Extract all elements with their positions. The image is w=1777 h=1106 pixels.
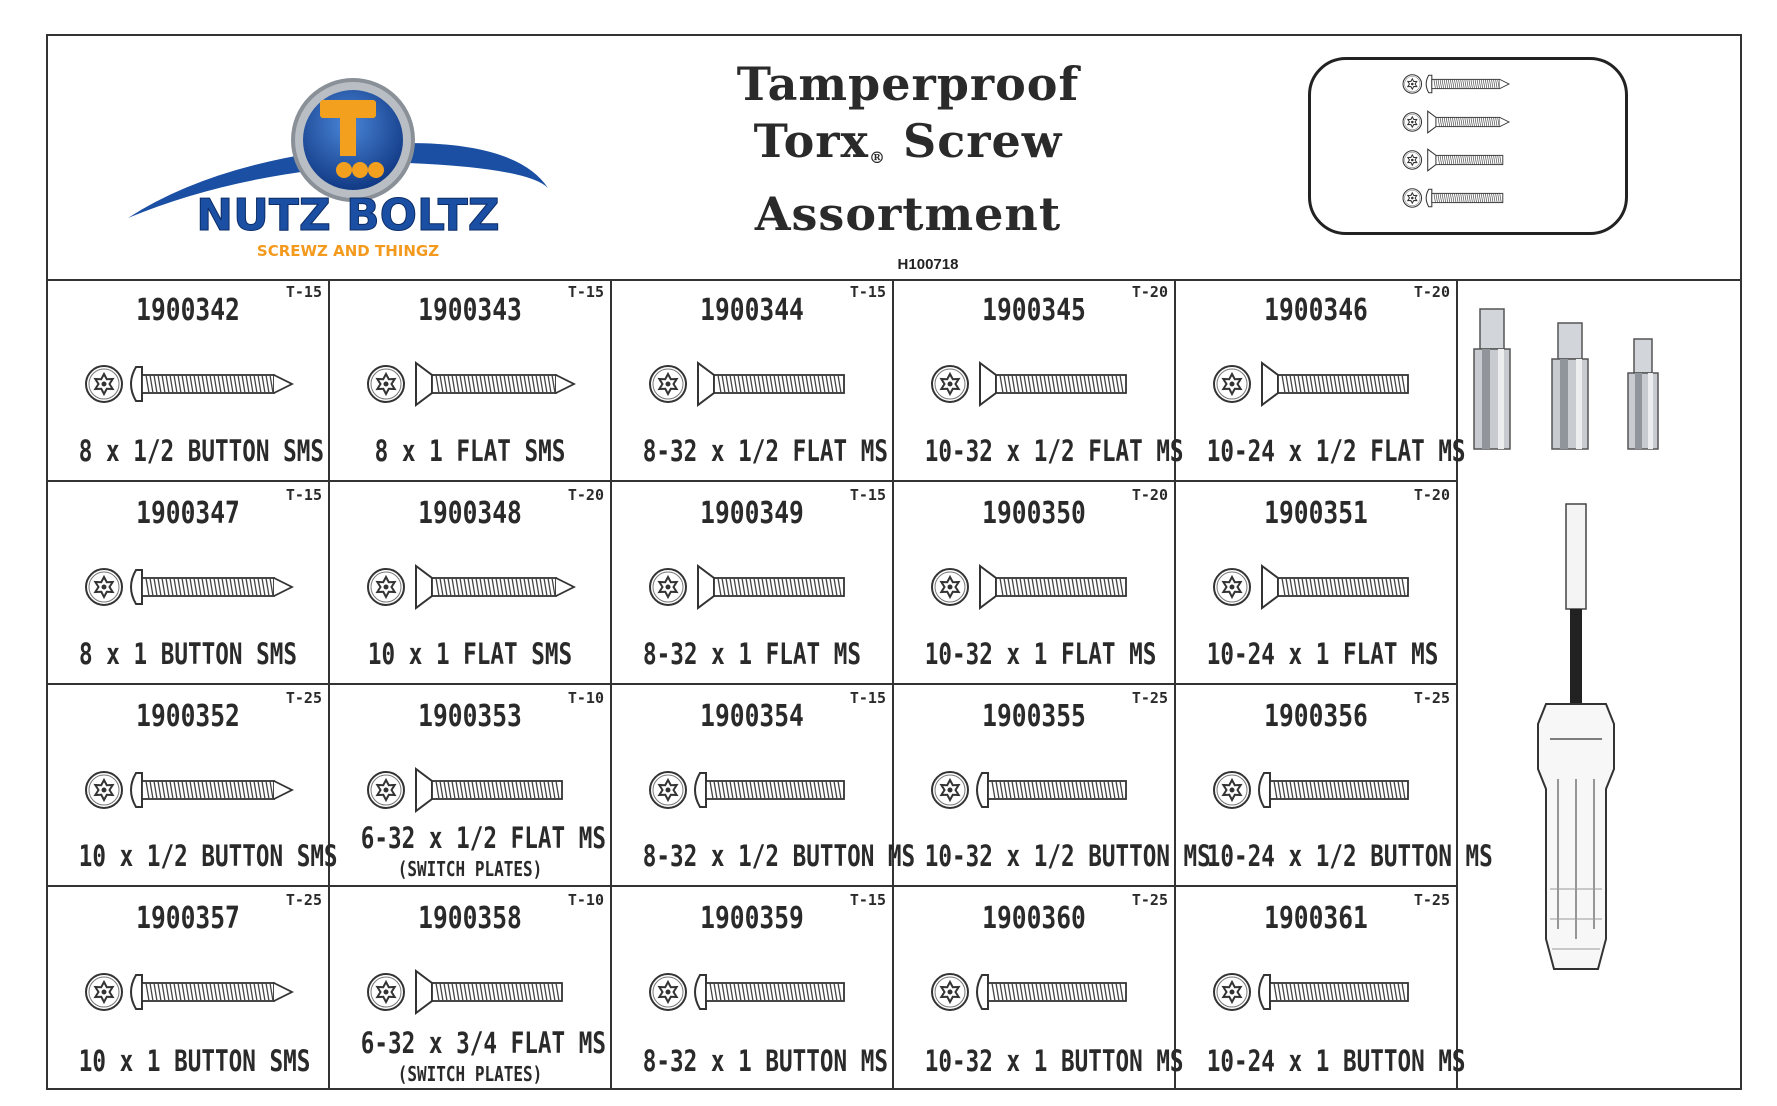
screw-size-label: 10 x 1 BUTTON SMS [78,1044,311,1078]
part-number: 1900342 [136,293,240,328]
screw-size-label: 10-32 x 1 FLAT MS [924,636,1157,671]
part-number: 1900344 [700,293,804,328]
part-number: 1900350 [982,495,1086,531]
torx-size: T-15 [849,688,886,707]
screw-cell [330,279,612,482]
screw-size-label: 8-32 x 1/2 FLAT MS [642,433,888,468]
tools-panel [1458,279,1740,1090]
screw-grid [48,279,1493,1090]
screw-preview-illustration [1311,60,1625,232]
torx-screw-icon [1212,957,1422,1027]
title-line-2 [688,113,1128,186]
screw-cell [894,887,1184,1090]
screw-cell [612,685,916,888]
screw-cell [48,279,330,482]
screw-cell [1176,279,1466,482]
torx-size: T-20 [1131,283,1168,301]
torx-screw-icon [1403,189,1503,208]
part-number: 1900345 [982,293,1086,328]
torx-screw-icon [366,957,576,1027]
screw-cell [894,685,1211,888]
torx-size: T-15 [285,485,322,504]
torx-size: T-20 [567,485,604,504]
torx-screw-icon [84,957,294,1027]
screw-size-label: 8 x 1 FLAT SMS [374,433,566,468]
torx-size: T-25 [1131,891,1168,910]
screw-cell [48,482,330,685]
torx-bit-icon [1628,339,1658,449]
title-line-3: Assortment [754,187,1062,241]
screw-cell [330,685,612,888]
screw-size-label: 6-32 x 1/2 FLAT MS [360,821,606,856]
screwdriver-icon [1538,504,1614,969]
part-number: 1900352 [136,698,240,734]
screw-size-label: 10-24 x 1 BUTTON MS [1206,1044,1466,1078]
torx-screw-icon [366,552,576,622]
screw-size-label: 6-32 x 3/4 FLAT MS [360,1026,606,1060]
part-number: 1900347 [136,495,240,531]
torx-size: T-15 [849,891,886,910]
screw-size-label: 10-32 x 1/2 BUTTON MS [924,839,1211,874]
part-number: 1900351 [1264,495,1368,531]
page-title [688,56,1128,243]
torx-size: T-10 [567,891,604,910]
part-number: 1900346 [1264,293,1368,328]
torx-size: T-25 [1131,688,1168,707]
nutz-boltz-logo [108,58,608,273]
torx-screw-icon [1212,755,1422,825]
screw-size-label: 8-32 x 1 FLAT MS [643,636,861,671]
torx-size: T-10 [567,688,604,707]
screw-cell [48,685,338,888]
torx-size: T-25 [285,891,322,910]
screw-cell [612,279,894,482]
screw-cell [894,482,1176,685]
torx-size: T-25 [285,688,322,707]
header [48,36,1740,281]
torx-screw-icon [648,552,858,622]
torx-screw-icon [930,755,1140,825]
screw-cell [612,482,894,685]
screw-size-label: 8 x 1 BUTTON SMS [79,636,297,671]
torx-size: T-25 [1413,891,1450,910]
screw-size-label: 10 x 1 FLAT SMS [367,636,573,671]
part-number: 1900343 [418,293,522,328]
torx-size: T-20 [1413,485,1450,504]
screw-size-label: 8-32 x 1/2 BUTTON MS [642,839,916,874]
screw-cell [330,887,612,1090]
screw-size-label: 10-32 x 1 BUTTON MS [924,1044,1184,1078]
torx-size: T-15 [849,283,886,301]
part-number: 1900348 [418,495,522,531]
part-number: 1900359 [700,901,804,937]
tools-illustration [1458,279,1740,1090]
screw-size-label: 8-32 x 1 BUTTON MS [642,1044,888,1078]
torx-screw-icon [84,755,294,825]
screw-size-label: 10 x 1/2 BUTTON SMS [78,839,338,874]
part-number: 1900357 [136,901,240,937]
torx-screw-icon [1212,552,1422,622]
assortment-part-number: H100718 [897,256,959,273]
part-number: 1900353 [418,698,522,734]
screw-note: (SWITCH PLATES) [397,857,543,882]
torx-screw-icon [366,349,576,419]
screw-cell [1176,685,1493,888]
torx-bit-icon [1552,323,1588,449]
torx-screw-icon [648,957,858,1027]
screw-size-label: 10-32 x 1/2 FLAT MS [924,433,1184,468]
torx-screw-icon [84,349,294,419]
title-line-1: Tamperproof [736,57,1080,111]
part-number: 1900349 [700,495,804,531]
part-number: 1900354 [700,698,804,734]
torx-bit-icon [1474,309,1510,449]
screw-size-label: 10-24 x 1/2 FLAT MS [1206,433,1466,468]
screw-cell [1176,887,1466,1090]
part-number: 1900360 [982,901,1086,937]
part-number: 1900355 [982,698,1086,734]
torx-screw-icon [1403,111,1509,133]
screw-preview-panel [1308,57,1628,235]
torx-screw-icon [648,349,858,419]
torx-size: T-25 [1413,688,1450,707]
torx-screw-icon [1403,75,1509,94]
screw-size-label: 10-24 x 1 FLAT MS [1206,636,1439,671]
torx-size: T-20 [1131,485,1168,504]
screw-size-label: 10-24 x 1/2 BUTTON MS [1206,839,1493,874]
screw-cell [330,482,612,685]
torx-screw-icon [930,957,1140,1027]
registered-mark: ® [868,148,886,167]
torx-size: T-15 [567,283,604,301]
screw-cell [48,887,330,1090]
title-torx: Torx [753,114,869,168]
logo-tagline: SCREWZ AND THINGZ [256,242,440,260]
part-number: 1900361 [1264,901,1368,937]
torx-screw-icon [366,755,576,825]
torx-size: T-15 [285,283,322,301]
part-number: 1900356 [1264,698,1368,734]
screw-cell [894,279,1184,482]
torx-screw-icon [930,349,1140,419]
screw-cell [612,887,894,1090]
title-screw: Screw [902,114,1063,168]
assortment-sheet [46,34,1742,1090]
screw-size-label: 8 x 1/2 BUTTON SMS [78,433,324,468]
torx-screw-icon [1212,349,1422,419]
screw-cell [1176,482,1458,685]
torx-size: T-20 [1413,283,1450,301]
torx-size: T-15 [849,485,886,504]
torx-screw-icon [1403,149,1503,171]
torx-screw-icon [84,552,294,622]
torx-screw-icon [930,552,1140,622]
torx-screw-icon [648,755,858,825]
logo-brand: NUTZ BOLTZ [196,190,500,241]
screw-note: (SWITCH PLATES) [397,1062,543,1086]
part-number: 1900358 [418,901,522,937]
